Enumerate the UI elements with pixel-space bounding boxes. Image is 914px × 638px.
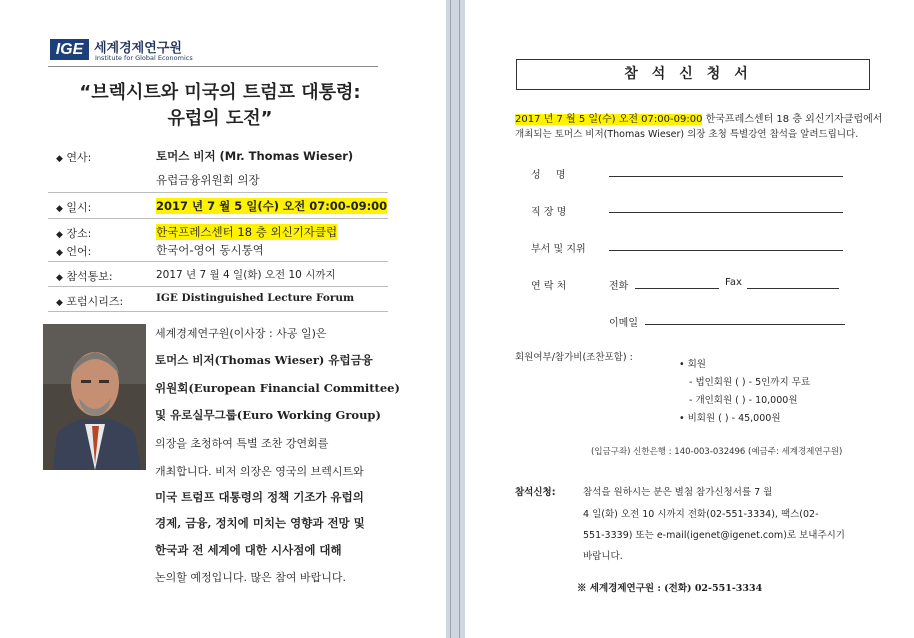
language-label: 언어: (66, 245, 92, 258)
logo-name-english: Institute for Global Economics (95, 54, 193, 62)
row-divider (48, 286, 388, 287)
row-divider (48, 192, 388, 193)
language-label-row (56, 243, 91, 259)
bullet-icon: ◆ (56, 154, 63, 164)
venue-label-row (56, 225, 91, 241)
intro-line-2: 개최되는 토머스 비저(Thomas Wieser) 의장 초청 특별강연 참석을 알려드립니다. (515, 129, 859, 140)
date-label: 일시: (66, 201, 92, 214)
fax-input-line[interactable] (747, 288, 839, 289)
paragraph-line-4: 및 유로실무그룹(Euro Working Group) (155, 408, 381, 422)
ige-logo: IGE (50, 39, 89, 60)
apply-line-2: 4 일(화) 오전 10 시까지 전화(02-551-3334), 팩스(02- (583, 509, 819, 520)
member-option[interactable]: • 회원 (679, 359, 706, 370)
speaker-value: 토머스 비저 (Mr. Thomas Wieser) (156, 149, 354, 163)
venue-value: 한국프레스센터 18 층 외신기자클럽 (156, 225, 338, 239)
lecture-title-line2: 유럽의 도전” (167, 108, 273, 129)
forum-label-row (56, 293, 123, 309)
intro-line-1 (515, 110, 882, 125)
bullet-icon: ◆ (56, 248, 63, 258)
indiv-member-option[interactable]: - 개인회원 ( ) - 10,000원 (689, 395, 798, 406)
company-input-line[interactable] (609, 212, 843, 213)
gutter-edge (459, 0, 460, 638)
left-page (0, 0, 446, 638)
rsvp-value: 2017 년 7 월 4 일(화) 오전 10 시까지 (156, 269, 336, 281)
apply-label: 참석신청: (515, 487, 556, 498)
right-page (465, 0, 914, 638)
dept-label: 부서 및 지위 (531, 244, 586, 255)
rsvp-label: 참석통보: (66, 270, 113, 283)
forum-label: 포럼시리즈: (66, 295, 124, 308)
paragraph-line-1: 세계경제연구원(이사장 : 사공 일)은 (155, 327, 327, 340)
email-label: 이메일 (609, 318, 638, 329)
apply-line-4: 바랍니다. (583, 551, 623, 562)
name-input-line[interactable] (609, 176, 843, 177)
rsvp-label-row (56, 268, 113, 284)
footer-contact: ※ 세계경제연구원 : (전화) 02-551-3334 (577, 583, 763, 594)
row-divider (48, 261, 388, 262)
paragraph-line-8: 경제, 금융, 정치에 미치는 영향과 전망 및 (155, 516, 365, 530)
gutter-edge (450, 0, 451, 638)
membership-label: 회원여부/참가비(조찬포함) : (515, 352, 633, 363)
contact-label: 연 락 처 (531, 281, 567, 292)
paragraph-line-2: 토머스 비저(Thomas Wieser) 유럽금융 (155, 353, 373, 367)
apply-line-3: 551-3339) 또는 e-mail(igenet@igenet.com)로 보내주시기 (583, 530, 845, 541)
logo-name-korean: 세계경제연구원 (94, 41, 182, 56)
bullet-icon: ◆ (56, 298, 63, 308)
date-label-row (56, 199, 91, 215)
bullet-icon: ◆ (56, 230, 63, 240)
forum-value: IGE Distinguished Lecture Forum (156, 292, 355, 304)
paragraph-line-5: 의장을 초청하여 특별 조찬 강연회를 (155, 437, 329, 450)
speaker-photo (43, 324, 146, 470)
bank-account-note: (입금구좌) 신한은행 : 140-003-032496 (예금주: 세계경제연구원) (591, 447, 843, 457)
row-divider (48, 311, 388, 312)
speaker-title: 유럽금융위원회 의장 (156, 173, 260, 187)
dept-input-line[interactable] (609, 250, 843, 251)
row-divider (48, 218, 388, 219)
page-gutter (446, 0, 465, 638)
corp-member-option[interactable]: - 법인회원 ( ) - 5인까지 무료 (689, 377, 811, 388)
email-input-line[interactable] (645, 324, 845, 325)
language-value: 한국어-영어 동시통역 (156, 243, 264, 257)
bullet-icon: ◆ (56, 273, 63, 283)
speaker-label-row (56, 149, 91, 165)
phone-label: 전화 (609, 281, 629, 292)
name-label: 성 명 (531, 170, 572, 181)
speaker-label: 연사: (66, 151, 92, 164)
paragraph-line-6: 개최합니다. 비저 의장은 영국의 브렉시트와 (155, 465, 364, 478)
phone-input-line[interactable] (635, 288, 719, 289)
speaker-portrait-illustration (43, 324, 146, 470)
bullet-icon: ◆ (56, 204, 63, 214)
paragraph-line-7: 미국 트럼프 대통령의 정책 기조가 유럽의 (155, 490, 364, 504)
nonmember-option[interactable]: • 비회원 ( ) - 45,000원 (679, 413, 781, 424)
company-label: 직 장 명 (531, 207, 567, 218)
apply-line-1: 참석을 원하시는 분은 별첨 참가신청서를 7 월 (583, 487, 773, 498)
title-divider (48, 66, 378, 67)
fax-label: Fax (725, 277, 742, 288)
lecture-title-line1: “브렉시트와 미국의 트럼프 대통령: (79, 82, 361, 103)
paragraph-line-3: 위원회(European Financial Committee) (155, 381, 400, 395)
application-form-title: 참석신청서 (516, 59, 870, 90)
intro-venue-text: 한국프레스센터 18 층 외신기자클럽에서 (702, 114, 883, 125)
venue-label: 장소: (66, 227, 92, 240)
intro-date-highlight: 2017 년 7 월 5 일(수) 오전 07:00-09:00 (515, 114, 703, 125)
date-value: 2017 년 7 월 5 일(수) 오전 07:00-09:00 (156, 199, 388, 213)
paragraph-line-10: 논의할 예정입니다. 많은 참여 바랍니다. (155, 571, 346, 584)
paragraph-line-9: 한국과 전 세계에 대한 시사점에 대해 (155, 543, 342, 557)
